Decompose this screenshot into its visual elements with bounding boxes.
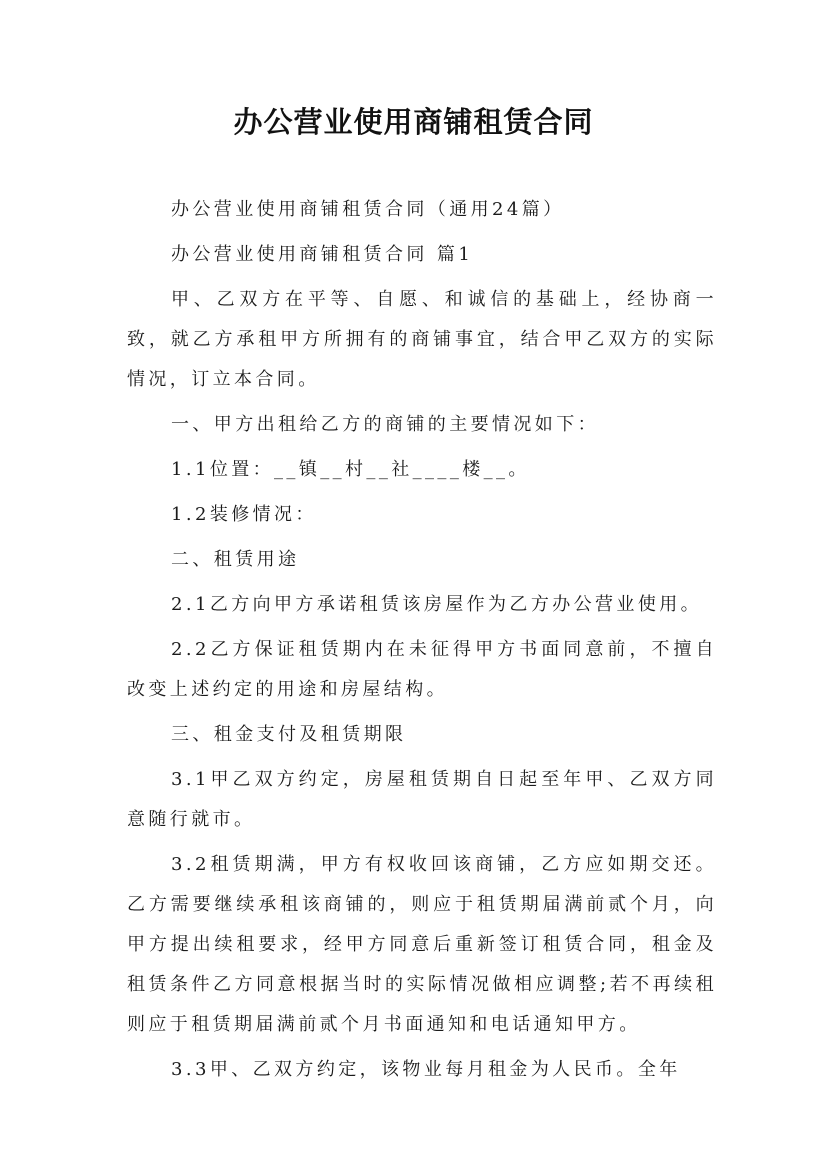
paragraph: 3.2租赁期满，甲方有权收回该商铺，乙方应如期交还。乙方需要继续承租该商铺的，则应于租赁期届满前贰个月，向甲方提出续租要求，经甲方同意后重新签订租赁合同，租金及租赁条件乙方同意根据当时的实际情况做相应调整;若不再续租则应于租赁期届满前贰个月书面通知和电话通知甲方。 — [127, 854, 717, 1035]
paragraph: 办公营业使用商铺租赁合同 篇1 — [171, 244, 474, 265]
paragraph: 3.1甲乙双方约定，房屋租赁期自日起至年甲、乙双方同意随行就市。 — [127, 769, 717, 830]
document-title: 办公营业使用商铺租赁合同 — [233, 105, 594, 139]
paragraph: 办公营业使用商铺租赁合同（通用24篇） — [171, 199, 565, 220]
paragraph: 2.1乙方向甲方承诺租赁该房屋作为乙方办公营业使用。 — [171, 594, 703, 615]
paragraph: 2.2乙方保证租赁期内在未征得甲方书面同意前，不擅自改变上述约定的用途和房屋结构。 — [127, 639, 717, 700]
section-heading: 三、租金支付及租赁期限 — [171, 724, 407, 745]
paragraph: 甲、乙双方在平等、自愿、和诚信的基础上，经协商一致，就乙方承租甲方所拥有的商铺事宜，结合甲乙双方的实际情况，订立本合同。 — [127, 289, 717, 390]
document-body — [127, 190, 717, 1095]
paragraph: 1.1位置：__镇__村__社____楼__。 — [171, 459, 530, 480]
paragraph: 1.2装修情况： — [171, 504, 317, 525]
paragraph: 3.3甲、乙双方约定，该物业每月租金为人民币。全年 — [171, 1059, 681, 1080]
section-heading: 二、租赁用途 — [171, 549, 300, 570]
section-heading: 一、甲方出租给乙方的商铺的主要情况如下： — [171, 414, 599, 435]
